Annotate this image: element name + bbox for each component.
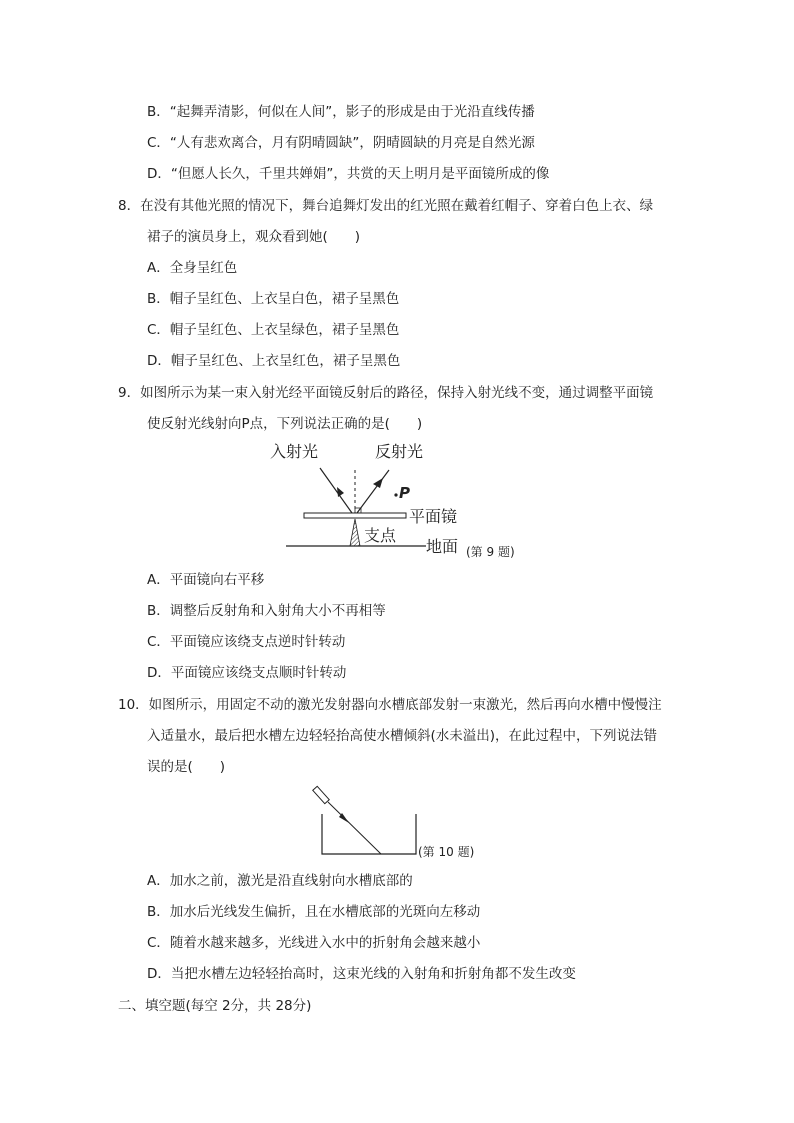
reflected-light-label: 反射光 — [375, 442, 424, 461]
q10-figure-caption: (第 10 题) — [418, 845, 475, 859]
point-p-dot — [394, 493, 397, 496]
q10-option-c: C．随着水越来越多，光线进入水中的折射角会越来越小 — [147, 935, 481, 951]
q9-option-c: C．平面镜应该绕支点逆时针转动 — [147, 634, 346, 650]
ground-label: 地面 — [426, 537, 459, 556]
q10-stem-line1: 10．如图所示，用固定不动的激光发射器向水槽底部发射一束激光，然后再向水槽中慢慢注 — [118, 697, 662, 713]
incident-light-label: 入射光 — [270, 442, 319, 461]
pivot-label: 支点 — [364, 526, 397, 545]
q9-option-d: D．平面镜应该绕支点顺时针转动 — [147, 665, 347, 681]
q10-stem-line2: 入适量水，最后把水槽左边轻轻抬高使水槽倾斜(水未溢出)，在此过程中，下列说法错 — [147, 728, 658, 744]
q8-option-a: A．全身呈红色 — [147, 260, 238, 276]
reflected-arrow-icon — [373, 478, 383, 488]
q7-option-c: C．“人有悲欢离合，月有阴晴圆缺”，阴晴圆缺的月亮是自然光源 — [147, 135, 535, 151]
water-tank — [322, 814, 416, 854]
q8-option-d: D．帽子呈红色、上衣呈红色，裙子呈黑色 — [147, 353, 401, 369]
plane-mirror — [304, 513, 406, 518]
point-p-label: P — [399, 484, 410, 502]
pivot-support — [350, 519, 360, 546]
q10-option-b: B．加水后光线发生偏折，且在水槽底部的光斑向左移动 — [147, 904, 481, 920]
laser-arrow-icon — [339, 813, 349, 823]
q9-option-a: A．平面镜向右平移 — [147, 572, 265, 588]
right-angle-mark — [355, 508, 361, 513]
q10-tank-figure — [313, 786, 475, 859]
laser-beam — [328, 802, 381, 854]
section2-title: 二、填空题(每空 2分，共 28分) — [118, 998, 312, 1014]
laser-emitter-icon — [313, 786, 330, 803]
q10-option-d: D．当把水槽左边轻轻抬高时，这束光线的入射角和折射角都不发生改变 — [147, 966, 576, 982]
mirror-label: 平面镜 — [409, 507, 458, 526]
reflected-ray — [357, 470, 389, 513]
q7-option-b: B．“起舞弄清影，何似在人间”，影子的形成是由于光沿直线传播 — [147, 104, 535, 120]
incident-ray — [320, 468, 352, 513]
q8-option-c: C．帽子呈红色、上衣呈绿色，裙子呈黑色 — [147, 322, 400, 338]
q8-stem-line2: 裙子的演员身上，观众看到她( ) — [147, 229, 361, 245]
q9-figure-caption: (第 9 题) — [466, 545, 515, 559]
q9-option-b: B．调整后反射角和入射角大小不再相等 — [147, 603, 386, 619]
q8-option-b: B．帽子呈红色、上衣呈白色，裙子呈黑色 — [147, 291, 400, 307]
q7-option-d: D．“但愿人长久，千里共婵娟”，共赏的天上明月是平面镜所成的像 — [147, 166, 550, 182]
q10-stem-line3: 误的是( ) — [147, 759, 226, 775]
q9-stem-line2: 使反射光线射向P点，下列说法正确的是( ) — [147, 416, 423, 432]
incident-arrow-icon — [337, 487, 344, 497]
q10-option-a: A．加水之前，激光是沿直线射向水槽底部的 — [147, 873, 413, 889]
q9-stem-line1: 9．如图所示为某一束入射光经平面镜反射后的路径，保持入射光线不变，通过调整平面镜 — [118, 385, 654, 401]
q8-stem-line1: 8．在没有其他光照的情况下，舞台追舞灯发出的红光照在戴着红帽子、穿着白色上衣、绿 — [118, 198, 654, 214]
